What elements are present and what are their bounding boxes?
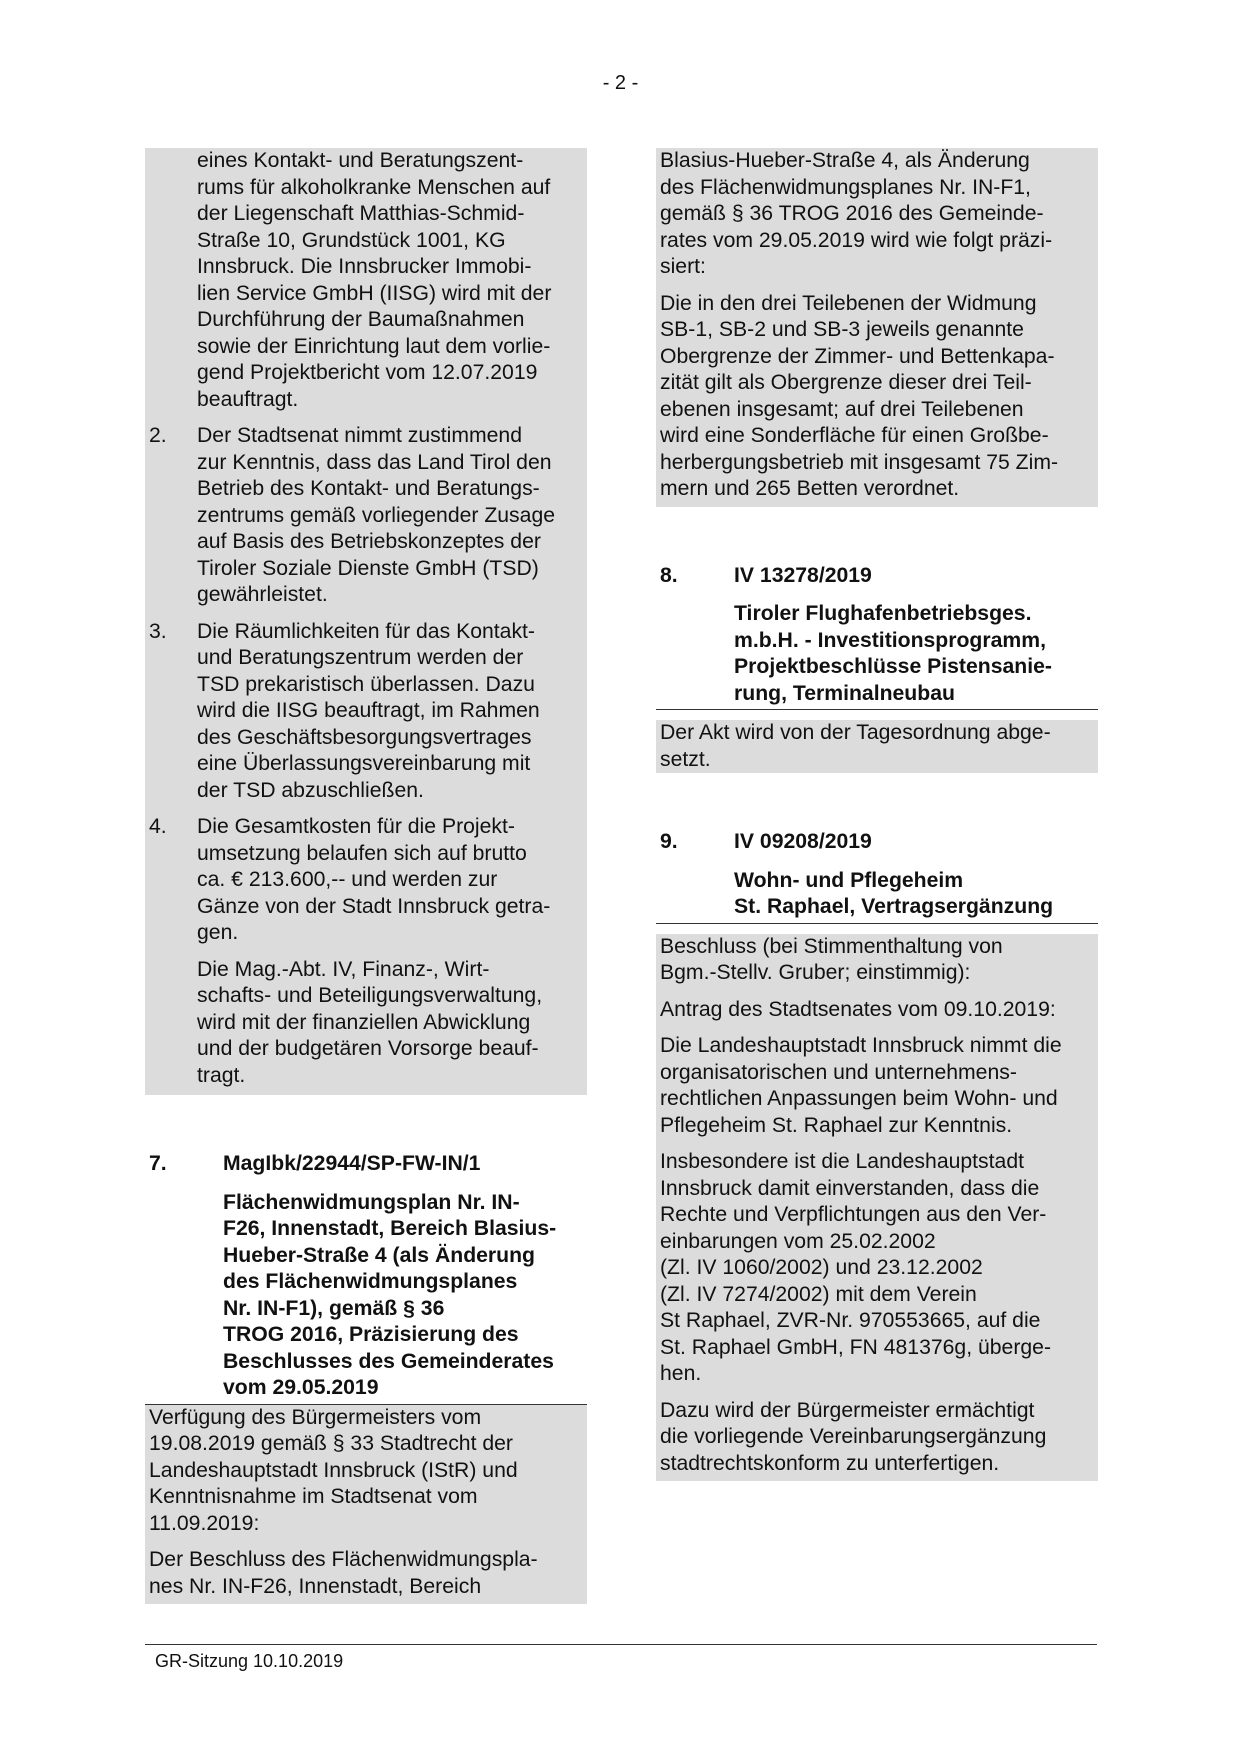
list-item (145, 814, 587, 947)
resolution-block (145, 148, 587, 1095)
paragraph: Die in den drei Teilebenen der Widmung SB-1, SB-2 und SB-3 jeweils genannte Obergrenze der Zimmer- und Bettenkapa- zität gilt als Obergrenze dieser drei Teil- ebenen insgesamt; auf drei Teilebenen wird eine Sonderfläche für einen Großbe- herbergungsbetrieb mit insgesamt 75 Zim- mern und 265 Betten verordnet. (660, 291, 1059, 500)
paragraph: Dazu wird der Bürgermeister ermächtigt die vorliegende Vereinbarungsergänzung stadtrechtskonform zu unterfertigen. (660, 1398, 1047, 1475)
section-title: Tiroler Flughafenbetriebsges. m.b.H. - Investitionsprogramm, Projektbeschlüsse Pistensanie- rung, Terminalneubau (734, 602, 1052, 705)
section-ref: MagIbk/22944/SP-FW-IN/1 (223, 1152, 481, 1175)
footer-divider (145, 1644, 1097, 1645)
section-8-body (656, 720, 1098, 773)
list-item (145, 619, 587, 805)
section-title: Flächenwidmungsplan Nr. IN- F26, Innenstadt, Bereich Blasius- Hueber-Straße 4 (als Änderung des Flächenwidmungsplanes Nr. IN-F1), gemäß § 36 TROG 2016, Präzisierung des Beschlusses des Gemeinderates vom 29.05.2019 (223, 1190, 557, 1399)
item-number: 3. (149, 619, 167, 643)
continued-block (656, 148, 1098, 507)
section-divider (656, 923, 1098, 924)
item-number: 4. (149, 815, 167, 838)
paragraph: Verfügung des Bürgermeisters vom 19.08.2019 gemäß § 33 Stadtrecht der Landeshauptstadt Innsbruck (IStR) und Kenntnisnahme im Stadtsenat vom 11.09.2019: (149, 1405, 518, 1535)
left-column (145, 148, 587, 1604)
section-7 (145, 1151, 587, 1404)
right-column (656, 148, 1098, 1481)
item-text: Die Gesamtkosten für die Projekt- umsetzung belaufen sich auf brutto ca. € 213.600,-- und werden zur Gänze von der Stadt Innsbruck getra- gen. (197, 815, 551, 944)
item-text: Der Stadtsenat nimmt zustimmend zur Kenntnis, dass das Land Tirol den Betrieb des Kontakt- und Beratungs- zentrums gemäß vorliegender Zusage auf Basis des Betriebskonzeptes der Tiroler Soziale Dienste GmbH (TSD) gewährleistet. (197, 424, 556, 606)
list-item (145, 423, 587, 609)
section-8 (656, 563, 1098, 710)
section-7-body (145, 1405, 587, 1605)
section-ref: IV 09208/2019 (734, 830, 872, 853)
paragraph: Beschluss (bei Stimmenthaltung von Bgm.-Stellv. Gruber; einstimmig): (660, 934, 1003, 984)
item-number: 2. (149, 424, 167, 447)
section-number: 9. (660, 830, 678, 853)
paragraph: Der Akt wird von der Tagesordnung abge- setzt. (660, 721, 1051, 771)
paragraph: Antrag des Stadtsenates vom 09.10.2019: (660, 997, 1056, 1021)
footer-text: GR-Sitzung 10.10.2019 (155, 1651, 344, 1671)
item-extra-text: Die Mag.-Abt. IV, Finanz-, Wirt- schafts- und Beteiligungsverwaltung, wird mit der finanziellen Abwicklung und der budgetären Vorsorge beauf- tragt. (197, 957, 543, 1087)
section-ref: IV 13278/2019 (734, 563, 872, 587)
continued-text: eines Kontakt- und Beratungszent- rums für alkoholkranke Menschen auf der Liegenschaft Matthias-Schmid- Straße 10, Grundstück 1001, KG Innsbruck. Die Innsbrucker Immobi- lien Service GmbH (IISG) wird mit der Durchführung der Baumaßnahmen sowie der Einrichtung laut dem vorlie- gend Projektbericht vom 12.07.2019 beauftragt. (197, 149, 552, 411)
section-9-body (656, 934, 1098, 1482)
section-divider (656, 709, 1098, 710)
section-number: 8. (660, 563, 678, 587)
section-9 (656, 829, 1098, 923)
section-title: Wohn- und Pflegeheim St. Raphael, Vertragsergänzung (734, 868, 1054, 918)
paragraph: Insbesondere ist die Landeshauptstadt Innsbruck damit einverstanden, dass die Rechte und Verpflichtungen aus den Ver- einbarungen vom 25.02.2002 (Zl. IV 1060/2002) und 23.12.2002 (Zl. IV 7274/2002) mit dem Verein St Raphael, ZVR-Nr. 970553665, auf die St. Raphael GmbH, FN 481376g, überge- hen. (660, 1150, 1052, 1385)
paragraph: Der Beschluss des Flächenwidmungspla- nes Nr. IN-F26, Innenstadt, Bereich (149, 1548, 538, 1598)
paragraph: Die Landeshauptstadt Innsbruck nimmt die organisatorischen und unternehmens- rechtlichen Anpassungen beim Wohn- und Pflegeheim St. Raphael zur Kenntnis. (660, 1034, 1062, 1137)
page-number: - 2 - (602, 72, 639, 94)
item-text: Die Räumlichkeiten für das Kontakt- und Beratungszentrum werden der TSD prekaristisch überlassen. Dazu wird die IISG beauftragt, im Rahmen des Geschäftsbesorgungsvertrages eine Überlassungsvereinbarung mit der TSD abzuschließen. (197, 619, 540, 802)
paragraph: Blasius-Hueber-Straße 4, als Änderung des Flächenwidmungsplanes Nr. IN-F1, gemäß § 36 TROG 2016 des Gemeinde- rates vom 29.05.2019 wird wie folgt präzi- siert: (660, 149, 1053, 278)
section-number: 7. (149, 1152, 167, 1175)
